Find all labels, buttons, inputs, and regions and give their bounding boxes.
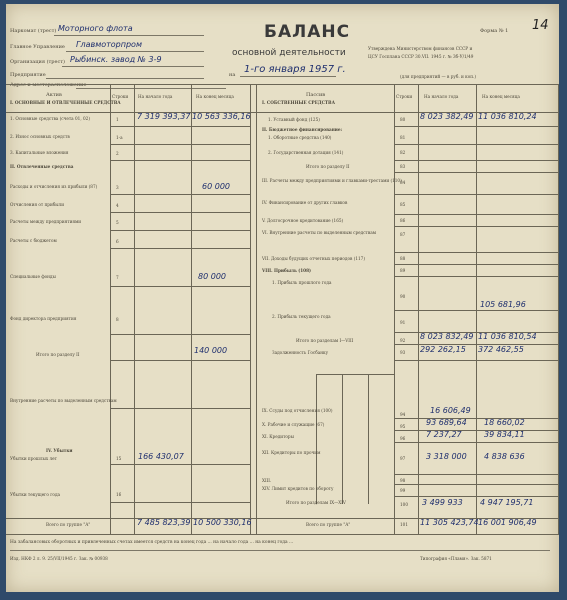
row-line: 92 bbox=[400, 338, 406, 343]
row-start-value: 7 237,27 bbox=[426, 430, 462, 439]
row-label: IV. Финансирование от других главков bbox=[262, 200, 348, 205]
column-header-start: На начало года bbox=[424, 94, 459, 99]
requisite-label: Адрес и месторасположение bbox=[10, 82, 87, 88]
row-label: XII. Кредиторы по прочим bbox=[262, 450, 321, 455]
section-title: I. ОСНОВНЫЕ И ОТВЛЕЧЕННЫЕ СРЕДСТВА bbox=[10, 100, 121, 105]
row-label: Задолженность Госбанку bbox=[272, 350, 329, 355]
approval-line: ЦСУ Госплана СССР 30.VII. 1945 г. № 3б-У/1/49 bbox=[368, 54, 474, 59]
balance-date: 1-го января 1957 г. bbox=[244, 64, 346, 75]
row-line: 101 bbox=[400, 522, 408, 527]
row-label: Убытки текущего года bbox=[10, 492, 61, 497]
row-line: 95 bbox=[400, 424, 406, 429]
row-label: XIII. bbox=[262, 478, 272, 483]
row-start-value: 93 689,64 bbox=[426, 418, 467, 427]
row-label: Убытки прошлых лет bbox=[10, 456, 57, 461]
row-end-value: 11 036 810,54 bbox=[478, 332, 537, 341]
row-line: 90 bbox=[400, 294, 406, 299]
row-label: 3. Капитальные вложения bbox=[10, 150, 69, 155]
column-header-aktiv: Актив bbox=[46, 92, 62, 98]
row-line: 81 bbox=[400, 135, 406, 140]
row-end-value: 4 838 636 bbox=[484, 452, 525, 461]
row-label: 2. Прибыль текущего года bbox=[272, 314, 331, 319]
row-end-value: 11 036 810,24 bbox=[478, 112, 537, 121]
balance-subtitle: основной деятельности bbox=[232, 48, 346, 58]
row-start-value: 3 499 933 bbox=[422, 498, 463, 507]
row-label-total: Всего по группе "А" bbox=[46, 522, 91, 527]
row-line: 94 bbox=[400, 412, 406, 417]
row-start-value: 11 305 423,74 bbox=[420, 518, 479, 527]
row-line: 87 bbox=[400, 232, 406, 237]
row-end-value: 4 947 195,71 bbox=[480, 498, 534, 507]
row-line: 91 bbox=[400, 320, 406, 325]
row-line: 16 bbox=[116, 492, 122, 497]
row-start-value: 7 319 393,37 bbox=[137, 112, 191, 121]
approval-line: Утверждена Министерством финансов СССР и bbox=[368, 46, 473, 51]
row-start-value: 166 430,07 bbox=[138, 452, 184, 461]
column-header-start: На начало года bbox=[138, 94, 173, 99]
requisite-label: Наркомат (трест) bbox=[10, 28, 57, 34]
row-end-value: 39 834,11 bbox=[484, 430, 525, 439]
row-label: Итого по разделу II bbox=[36, 352, 80, 357]
row-label: 1. Основные средства (счета 01, 02) bbox=[10, 116, 90, 121]
page-number: 14 bbox=[532, 18, 549, 33]
row-line: 15 bbox=[116, 456, 122, 461]
requisite-label: Предприятие bbox=[10, 72, 46, 78]
row-end-value: 18 660,02 bbox=[484, 418, 525, 427]
row-label: Расходы и отчисления из прибыли (87) bbox=[10, 184, 98, 189]
requisite-label: Главное Управление bbox=[10, 44, 65, 50]
row-line: 3 bbox=[116, 185, 119, 190]
row-line: 1 bbox=[116, 117, 119, 122]
row-label: XI. Кредиторы bbox=[262, 434, 294, 439]
row-line: 89 bbox=[400, 268, 406, 273]
row-line: 80 bbox=[400, 117, 406, 122]
row-line: 2 bbox=[116, 151, 119, 156]
row-label: 1. Оборотные средства (140) bbox=[268, 135, 332, 140]
footer-note: На забалансовых оборотных и привлеченных счетах имеется средств на конец года ... на начало года ... на конец года ... bbox=[10, 540, 294, 545]
row-line: 100 bbox=[400, 502, 408, 507]
row-label: II. Бюджетное финансирование: bbox=[262, 127, 343, 132]
row-label: V. Долгосрочное кредитование (165) bbox=[262, 218, 344, 223]
row-label: Внутренние расчеты по выделенным средствам bbox=[10, 398, 117, 403]
row-line: 88 bbox=[400, 256, 406, 261]
row-label: Расчеты между предприятиями bbox=[10, 219, 82, 224]
row-label: VIII. Прибыль (108) bbox=[262, 268, 311, 273]
row-start-value: 16 606,49 bbox=[430, 406, 471, 415]
row-label: Расчеты с бюджетом bbox=[10, 238, 57, 243]
row-line: 85 bbox=[400, 202, 406, 207]
section-title: I. СОБСТВЕННЫЕ СРЕДСТВА bbox=[262, 100, 336, 105]
row-label-total: Всего по группе "А" bbox=[306, 522, 351, 527]
row-label: IX. Ссуды под отчисления (100) bbox=[262, 408, 333, 413]
row-start-value: 3 318 000 bbox=[426, 452, 467, 461]
row-line: 93 bbox=[400, 350, 406, 355]
row-start-value: 7 485 823,39 bbox=[137, 518, 191, 527]
row-line: 82 bbox=[400, 150, 406, 155]
row-label: 2. Государственная дотация (141) bbox=[268, 150, 344, 155]
row-label: VI. Внутренние расчеты по выделенным средствам bbox=[262, 230, 376, 235]
requisite-value: Главмоторпром bbox=[76, 40, 142, 49]
row-label: 1. Уставный фонд (125) bbox=[268, 117, 320, 122]
balance-title: БАЛАНС bbox=[264, 22, 351, 42]
row-line: 98 bbox=[400, 478, 406, 483]
row-label: IV. Убытки bbox=[46, 448, 73, 453]
row-label: Отчисления от прибыли bbox=[10, 202, 65, 207]
footer-print-left: Изд. НКФ 2 л. 9. 25/VII/1945 г. Зак. № 00938 bbox=[10, 556, 108, 561]
row-label: Итого по разделам I—VIII bbox=[296, 338, 354, 343]
row-end-value: 10 563 336,16 bbox=[192, 112, 251, 121]
form-label: Форма № 1 bbox=[480, 28, 509, 34]
row-line: 1-а bbox=[116, 135, 123, 140]
requisite-label: Организация (трест) bbox=[10, 59, 65, 65]
row-label: III. Расчеты между предприятиями и главками-трестами (110) bbox=[262, 178, 402, 183]
row-line: 7 bbox=[116, 275, 119, 280]
row-start-value: 292 262,15 bbox=[420, 345, 466, 354]
row-line: 5 bbox=[116, 220, 119, 225]
row-end-value: 60 000 bbox=[202, 182, 230, 191]
row-line: 86 bbox=[400, 218, 406, 223]
row-end-value: 372 462,55 bbox=[478, 345, 524, 354]
footer-print-right: Типография «Пламя». Зак. 5871 bbox=[420, 556, 492, 561]
requisite-value: Моторного флота bbox=[58, 24, 133, 33]
row-label: Итого по разделу II bbox=[306, 164, 350, 169]
column-header-line: Строки bbox=[112, 94, 129, 99]
row-label: 1. Прибыль прошлого года bbox=[272, 280, 332, 285]
row-label: 2. Износ основных средств bbox=[10, 134, 70, 139]
balance-sheet-page bbox=[6, 4, 559, 592]
column-header-passiv: Пассив bbox=[306, 92, 326, 98]
column-header-line: Строки bbox=[396, 94, 413, 99]
row-start-value: 8 023 832,49 bbox=[420, 332, 474, 341]
row-end-value: 140 000 bbox=[194, 346, 228, 355]
row-line: 6 bbox=[116, 239, 119, 244]
row-line: 96 bbox=[400, 436, 406, 441]
row-line: 84 bbox=[400, 180, 406, 185]
row-label: X. Рабочие и служащие (67) bbox=[262, 422, 325, 427]
row-end-value: 80 000 bbox=[198, 272, 226, 281]
column-header-end: На конец месяца bbox=[196, 94, 234, 99]
row-label: Специальные фонды bbox=[10, 274, 56, 279]
units-note: (для предприятий — в руб. и коп.) bbox=[400, 74, 477, 79]
row-end-value: 16 001 906,49 bbox=[478, 518, 537, 527]
row-line: 8 bbox=[116, 317, 119, 322]
row-label: Фонд директора предприятия bbox=[10, 316, 77, 321]
row-label: XIV. Лимит кредитов по обороту bbox=[262, 486, 334, 491]
row-line: 99 bbox=[400, 488, 406, 493]
date-prefix: на bbox=[229, 72, 236, 78]
row-line: 4 bbox=[116, 203, 119, 208]
row-label: II. Отвлеченные средства bbox=[10, 164, 74, 169]
column-header-end: На конец месяца bbox=[482, 94, 520, 99]
row-end-value: 10 500 330,16 bbox=[193, 518, 252, 527]
requisite-value: Рыбинск. завод № 3-9 bbox=[70, 55, 162, 64]
row-start-value: 8 023 382,49 bbox=[420, 112, 474, 121]
row-end-value: 105 681,96 bbox=[480, 300, 526, 309]
row-label: VII. Доходы будущих отчетных периодов (117) bbox=[262, 256, 365, 261]
row-line: 97 bbox=[400, 456, 406, 461]
row-label: Итого по разделам IX—XIV bbox=[286, 500, 346, 505]
row-line: 83 bbox=[400, 164, 406, 169]
